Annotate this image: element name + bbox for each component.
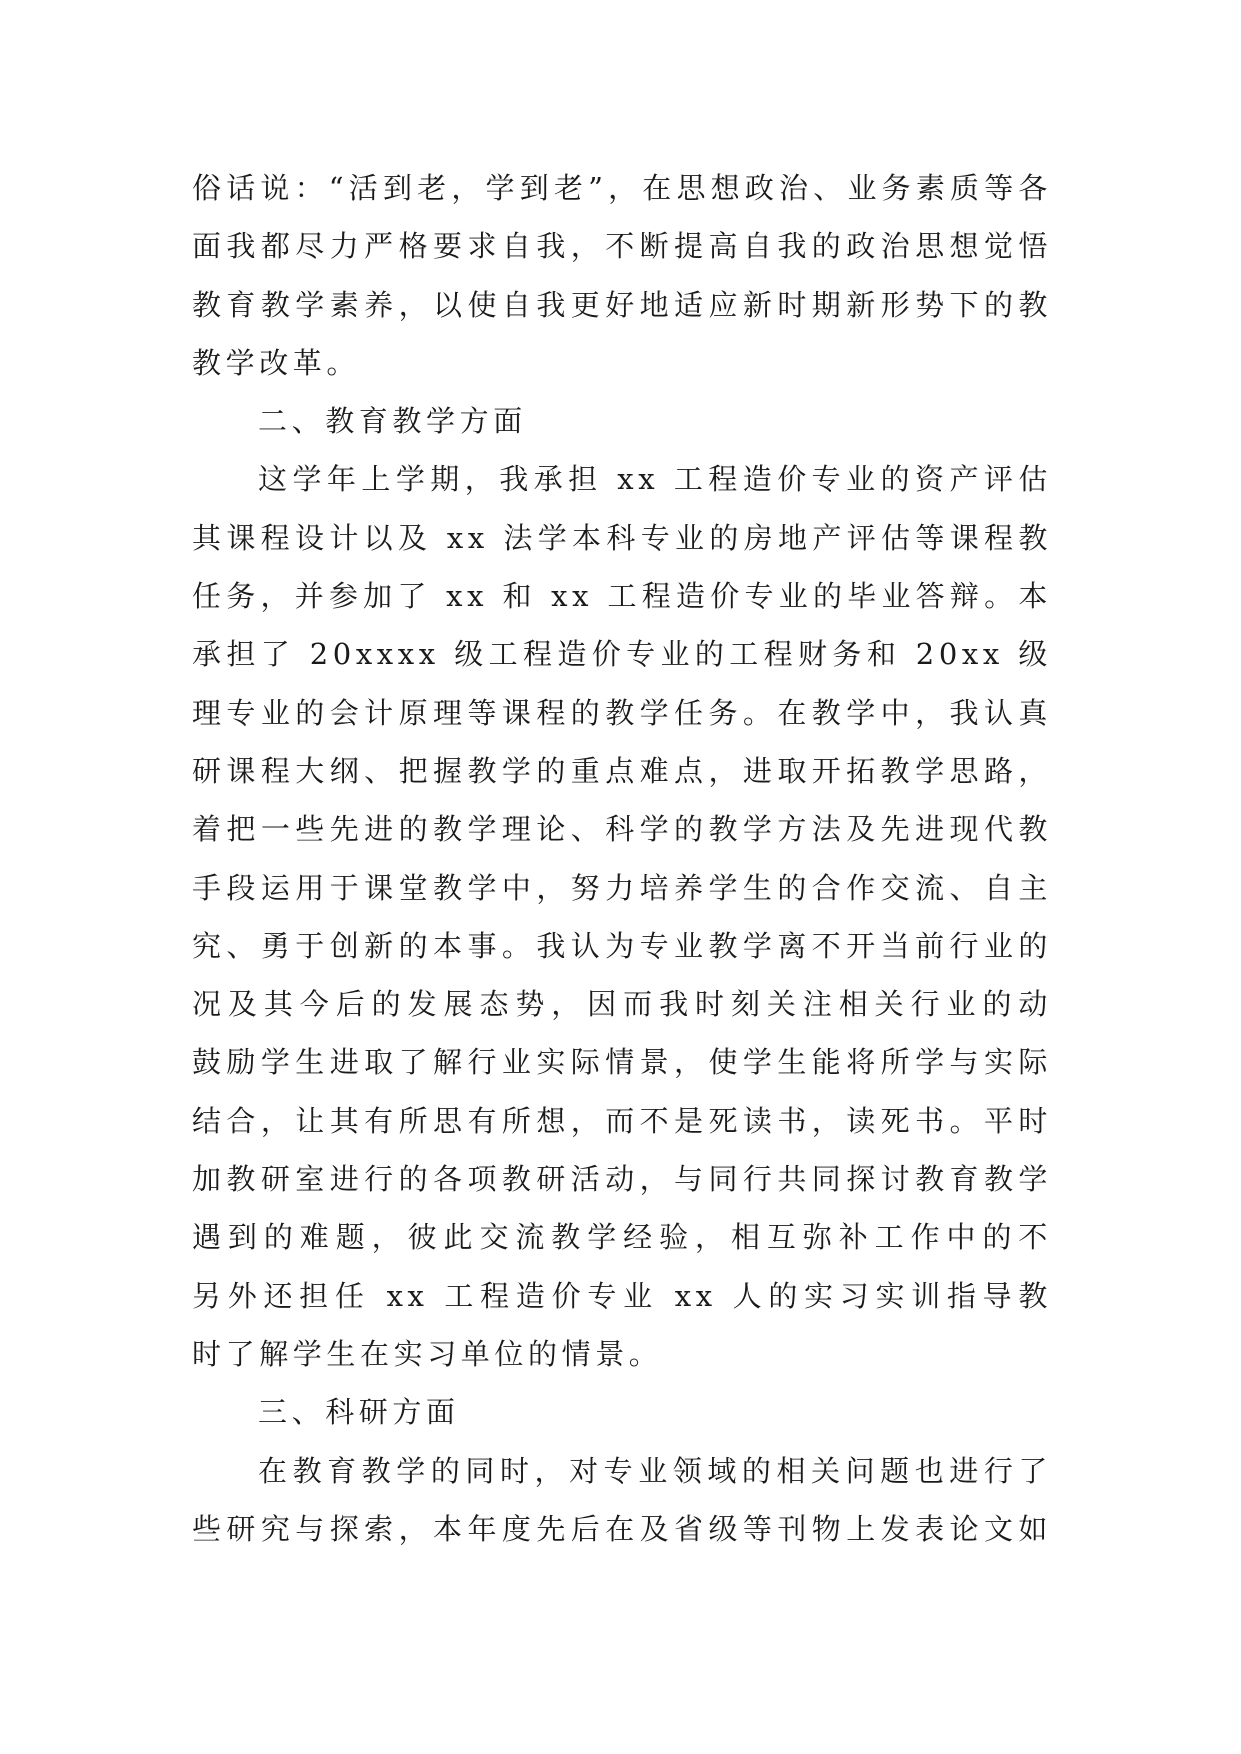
text-line: 究、勇于创新的本事。我认为专业教学离不开当前行业的 <box>192 928 1052 963</box>
text-line: 着把一些先进的教学理论、科学的教学方法及先进现代教 <box>192 812 1052 847</box>
text-line: 教学改革。 <box>192 345 361 380</box>
text-line: 况及其今后的发展态势，因而我时刻关注相关行业的动 <box>192 987 1052 1022</box>
text-line: 加教研室进行的各项教研活动，与同行共同探讨教育教学 <box>192 1162 1052 1197</box>
text-line: 承担了 20xxxx 级工程造价专业的工程财务和 20xx 级 <box>192 637 1052 672</box>
text-line: 时了解学生在实习单位的情景。 <box>192 1336 663 1371</box>
text-line: 鼓励学生进取了解行业实际情景，使学生能将所学与实际 <box>192 1045 1052 1080</box>
text-line: 俗话说：“活到老，学到老”，在思想政治、业务素质等各 <box>192 171 1052 205</box>
text-line: 些研究与探索，本年度先后在及省级等刊物上发表论文如 <box>192 1511 1052 1546</box>
text-line: 在教育教学的同时，对专业领域的相关问题也进行了 <box>258 1453 1052 1488</box>
text-line: 理专业的会计原理等课程的教学任务。在教学中，我认真 <box>192 695 1052 730</box>
text-line: 遇到的难题，彼此交流教学经验，相互弥补工作中的不 <box>192 1220 1052 1255</box>
text-line: 这学年上学期，我承担 xx 工程造价专业的资产评估 <box>258 462 1052 497</box>
text-line: 三、科研方面 <box>258 1395 460 1430</box>
document-body <box>192 159 1052 1558</box>
text-line: 其课程设计以及 xx 法学本科专业的房地产评估等课程教 <box>192 520 1052 555</box>
text-line: 研课程大纲、把握教学的重点难点，进取开拓教学思路， <box>192 753 1052 788</box>
text-line: 结合，让其有所思有所想，而不是死读书，读死书。平时 <box>192 1103 1052 1138</box>
text-line: 教育教学素养，以使自我更好地适应新时期新形势下的教 <box>192 287 1052 322</box>
text-line: 任务，并参加了 xx 和 xx 工程造价专业的毕业答辩。本 <box>192 579 1052 614</box>
text-line: 另外还担任 xx 工程造价专业 xx 人的实习实训指导教 <box>192 1278 1052 1313</box>
text-line: 面我都尽力严格要求自我，不断提高自我的政治思想觉悟 <box>192 229 1052 264</box>
text-line: 手段运用于课堂教学中，努力培养学生的合作交流、自主 <box>192 870 1052 905</box>
text-line: 二、教育教学方面 <box>258 404 527 439</box>
